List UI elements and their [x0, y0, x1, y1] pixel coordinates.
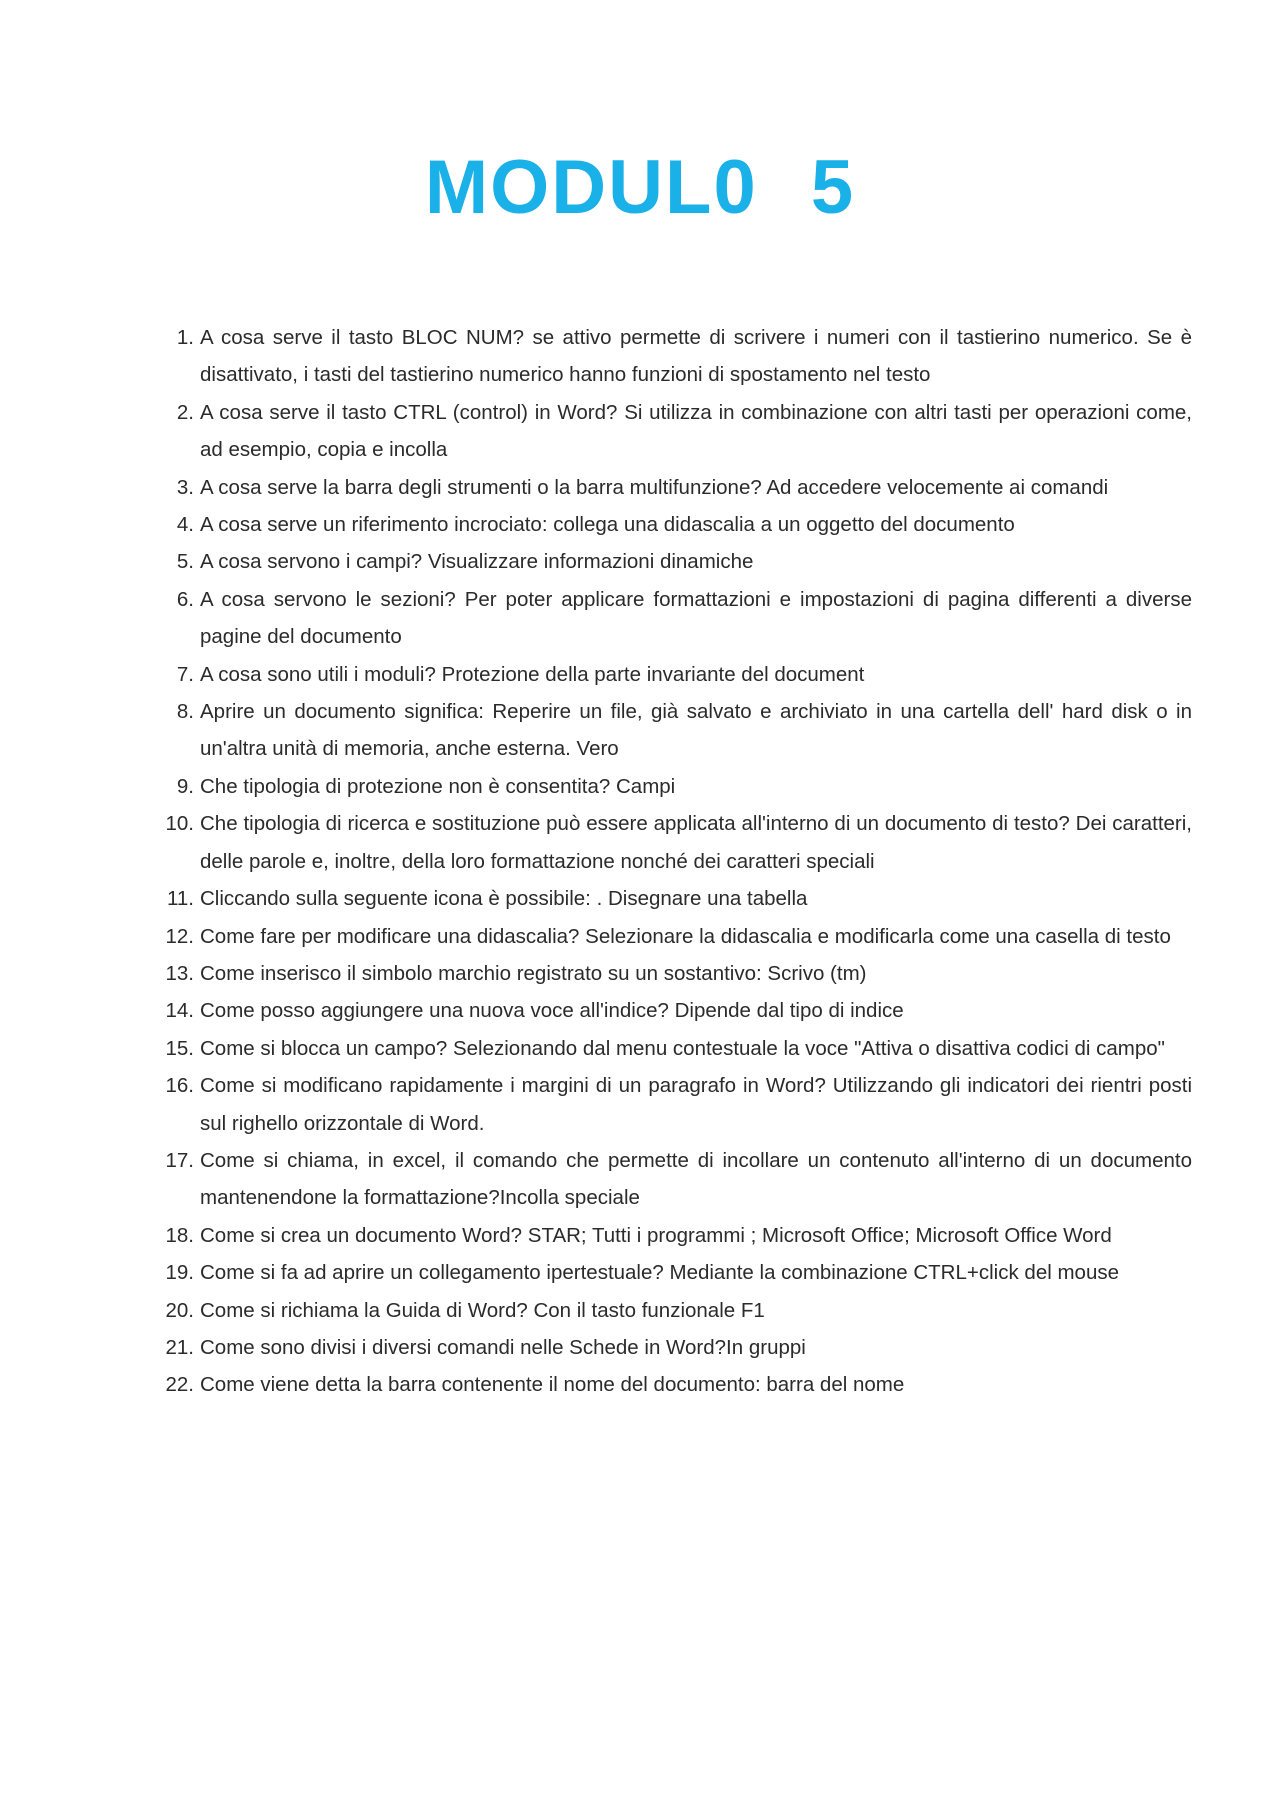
item-text: A cosa serve la barra degli strumenti o la barra multifunzione? Ad accedere velocemente ai comandi: [200, 475, 1109, 499]
page-title: MODUL0 5: [424, 145, 856, 230]
item-number: 19.: [165, 1261, 194, 1285]
item-text: Come sono divisi i diversi comandi nelle Schede in Word?In gruppi: [200, 1335, 806, 1359]
item-text: Come inserisco il simbolo marchio registrato su un sostantivo: Scrivo (tm): [200, 961, 867, 985]
item-text: Aprire un documento significa: Reperire un file, già salvato e archiviato in una cartella dell' hard disk o in un'altra unità di memoria, anche esterna. Vero: [200, 700, 1192, 761]
list-item: [160, 955, 1192, 992]
list-item: [160, 1366, 1192, 1403]
list-item: [160, 918, 1192, 955]
item-text: Come posso aggiungere una nuova voce all'indice? Dipende dal tipo di indice: [200, 999, 904, 1023]
item-text: Come si chiama, in excel, il comando che permette di incollare un contenuto all'interno di un documento mantenendone la formattazione?Incolla speciale: [200, 1148, 1192, 1210]
item-number: 3.: [176, 475, 194, 499]
item-text: Come viene detta la barra contenente il nome del documento: barra del nome: [200, 1373, 905, 1397]
item-number: 18.: [165, 1223, 194, 1247]
item-number: 5.: [176, 550, 194, 574]
item-text: Come si modificano rapidamente i margini di un paragrafo in Word? Utilizzando gli indicatori dei rientri posti sul righello orizzontale di Word.: [200, 1074, 1192, 1135]
item-number: 14.: [165, 999, 194, 1023]
list-item: [160, 506, 1192, 543]
item-text: A cosa servono le sezioni? Per poter applicare formattazioni e impostazioni di pagina differenti a diverse pagine del documento: [200, 587, 1192, 649]
list-item: [160, 543, 1192, 580]
list-item: [160, 1067, 1192, 1142]
item-number: 20.: [165, 1298, 194, 1322]
list-item: [160, 1217, 1192, 1254]
list-item: [160, 319, 1192, 394]
item-number: 10.: [165, 812, 194, 836]
list-item: [160, 768, 1192, 805]
item-number: 22.: [165, 1373, 194, 1397]
list-item: [160, 1142, 1192, 1217]
list-item: [160, 880, 1192, 917]
list-item: [160, 1254, 1192, 1291]
list-item: [160, 656, 1192, 693]
item-number: 15.: [165, 1036, 194, 1060]
list-item: [160, 1329, 1192, 1366]
list-item: [160, 1030, 1192, 1067]
item-text: A cosa sono utili i moduli? Protezione della parte invariante del document: [200, 662, 865, 686]
item-number: 16.: [165, 1074, 194, 1098]
item-number: 12.: [165, 924, 194, 948]
list-item: [160, 1292, 1192, 1329]
item-text: Come si richiama la Guida di Word? Con il tasto funzionale F1: [200, 1298, 765, 1322]
question-list: [160, 319, 1192, 1404]
item-text: Come fare per modificare una didascalia? Selezionare la didascalia e modificarla come una casella di testo: [200, 924, 1171, 948]
item-number: 1.: [176, 326, 194, 349]
list-item: [160, 693, 1192, 768]
item-number: 4.: [176, 513, 194, 537]
list-item: [160, 469, 1192, 506]
list-item: [160, 805, 1192, 880]
item-number: 17.: [165, 1148, 194, 1172]
item-text: Come si blocca un campo? Selezionando dal menu contestuale la voce "Attiva o disattiva codici di campo": [200, 1036, 1165, 1060]
item-text: Che tipologia di protezione non è consentita? Campi: [200, 774, 676, 798]
item-number: 8.: [176, 700, 194, 724]
item-number: 21.: [165, 1335, 194, 1359]
item-text: Cliccando sulla seguente icona è possibile: . Disegnare una tabella: [200, 887, 808, 911]
item-text: Che tipologia di ricerca e sostituzione può essere applicata all'interno di un documento di testo? Dei caratteri, delle parole e, inoltre, della loro formattazione nonché dei caratteri speciali: [200, 812, 1192, 873]
list-item: [160, 992, 1192, 1029]
list-item: [160, 394, 1192, 469]
item-number: 2.: [176, 400, 194, 424]
item-number: 6.: [176, 587, 194, 611]
item-text: A cosa serve il tasto CTRL (control) in Word? Si utilizza in combinazione con altri tasti per operazioni come, ad esempio, copia e incolla: [200, 400, 1192, 462]
item-text: Come si fa ad aprire un collegamento ipertestuale? Mediante la combinazione CTRL+click del mouse: [200, 1261, 1119, 1285]
item-number: 13.: [165, 961, 194, 985]
item-number: 9.: [176, 774, 194, 798]
item-text: Come si crea un documento Word? STAR; Tutti i programmi ; Microsoft Office; Microsoft Office Word: [200, 1223, 1112, 1247]
item-number: 11.: [167, 887, 194, 911]
item-number: 7.: [176, 662, 194, 686]
list-item: [160, 581, 1192, 656]
item-text: A cosa servono i campi? Visualizzare informazioni dinamiche: [200, 550, 754, 574]
item-text: A cosa serve il tasto BLOC NUM? se attivo permette di scrivere i numeri con il tastierino numerico. Se è disattivato, i tasti del tastierino numerico hanno funzioni di spostamento nel testo: [200, 326, 1192, 387]
item-text: A cosa serve un riferimento incrociato: collega una didascalia a un oggetto del documento: [200, 513, 1015, 537]
